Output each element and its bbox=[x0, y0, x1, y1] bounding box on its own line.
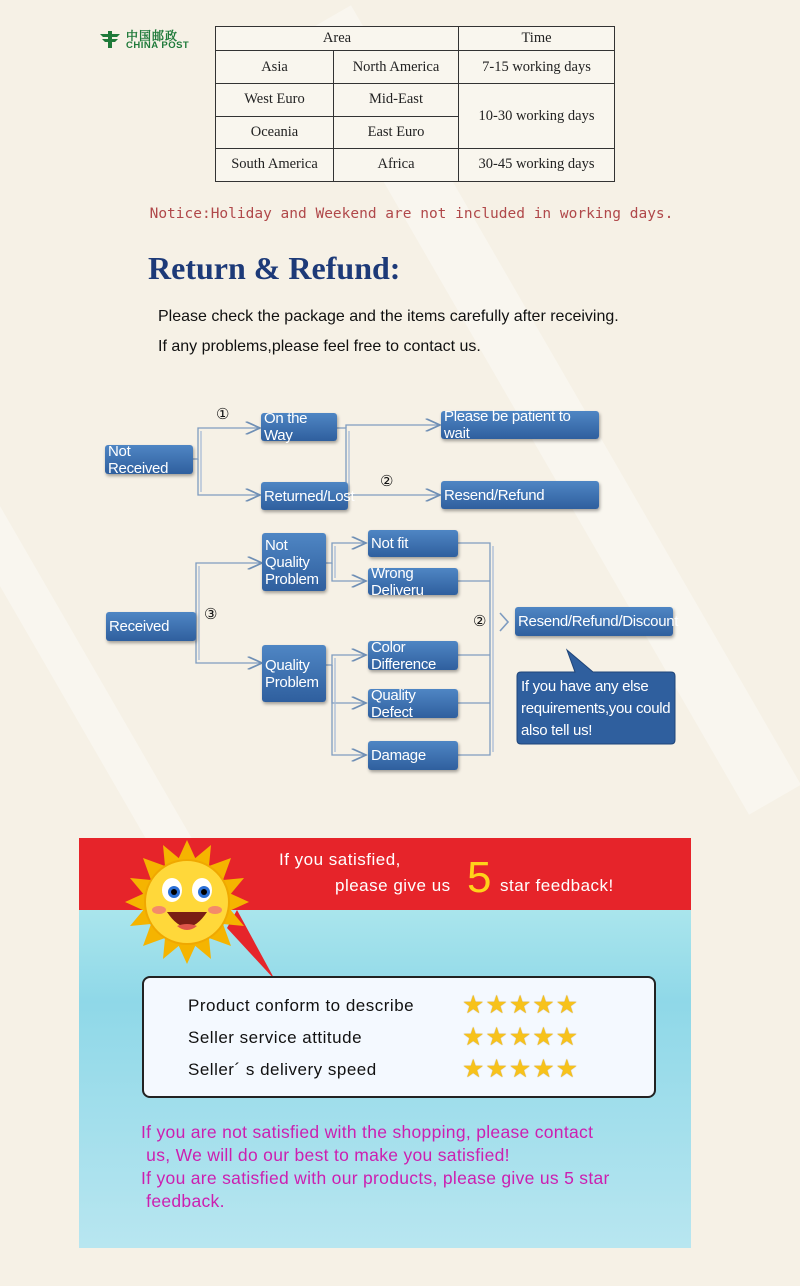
china-post-logo bbox=[98, 26, 208, 52]
feedback-message-3: If you are satisfied with our products, please give us 5 star bbox=[141, 1168, 610, 1188]
resend-refund-box: Resend/Refund bbox=[441, 481, 599, 509]
step-marker-3: ③ bbox=[204, 606, 218, 623]
table-cell: Asia bbox=[216, 51, 334, 84]
on-the-way-box: On the Way bbox=[261, 413, 337, 441]
rating-box bbox=[142, 976, 656, 1098]
rating-label: Seller´ s delivery speed bbox=[188, 1060, 377, 1079]
color-difference-box: Color Difference bbox=[368, 641, 458, 670]
step-marker-2b: ② bbox=[473, 613, 487, 630]
sun-mascot-icon bbox=[119, 838, 284, 986]
table-cell: Africa bbox=[334, 148, 459, 181]
table-cell: 7-15 working days bbox=[459, 51, 615, 84]
table-row bbox=[216, 51, 615, 84]
logo-english-text: CHINA POST bbox=[126, 40, 190, 51]
step-marker-2: ② bbox=[380, 473, 394, 490]
feedback-five: 5 bbox=[467, 853, 492, 902]
not-fit-box: Not fit bbox=[368, 530, 458, 557]
star-rating-icons: ★★★★★ bbox=[462, 1023, 580, 1051]
shipping-time-table bbox=[215, 26, 615, 182]
star-rating-icons: ★★★★★ bbox=[462, 991, 580, 1019]
please-wait-box: Please be patient to wait bbox=[441, 411, 599, 439]
step-marker-1: ① bbox=[216, 406, 230, 423]
damage-box: Damage bbox=[368, 741, 458, 770]
return-refund-line-1: Please check the package and the items carefully after receiving. bbox=[158, 308, 619, 325]
feedback-message-2: us, We will do our best to make you satisfied! bbox=[141, 1145, 510, 1165]
star-rating-icons: ★★★★★ bbox=[462, 1055, 580, 1083]
table-cell: East Euro bbox=[334, 116, 459, 148]
not-received-box: Not Received bbox=[105, 445, 193, 474]
table-cell: West Euro bbox=[216, 84, 334, 116]
rating-label: Product conform to describe bbox=[188, 996, 415, 1015]
quality-problem-box: Quality Problem bbox=[262, 645, 326, 702]
table-cell: 10-30 working days bbox=[459, 84, 615, 148]
return-refund-line-2: If any problems,please feel free to contact us. bbox=[158, 338, 481, 355]
table-cell: Mid-East bbox=[334, 84, 459, 116]
table-cell: North America bbox=[334, 51, 459, 84]
table-header-row bbox=[216, 27, 615, 51]
wrong-delivery-box: Wrong Deliveru bbox=[368, 568, 458, 595]
return-refund-title: Return & Refund: bbox=[148, 250, 401, 286]
logo-chinese-text: 中国邮政 bbox=[126, 29, 179, 43]
feedback-message-1: If you are not satisfied with the shopping, please contact bbox=[141, 1122, 594, 1142]
holiday-notice: Notice:Holiday and Weekend are not included in working days. bbox=[149, 206, 674, 222]
table-cell: Oceania bbox=[216, 116, 334, 148]
feedback-panel bbox=[79, 838, 691, 1248]
feedback-line-3: star feedback! bbox=[500, 876, 614, 895]
table-row bbox=[216, 84, 615, 116]
returned-lost-box: Returned/Lost bbox=[261, 482, 348, 510]
speech-bubble-text: If you have any else requirements,you could also tell us! bbox=[521, 678, 671, 739]
table-row bbox=[216, 148, 615, 181]
feedback-message-4: feedback. bbox=[141, 1191, 225, 1211]
table-cell: 30-45 working days bbox=[459, 148, 615, 181]
resend-refund-discount-box: Resend/Refund/Discount bbox=[515, 607, 673, 636]
table-cell: South America bbox=[216, 148, 334, 181]
not-quality-problem-box: Not Quality Problem bbox=[262, 533, 326, 591]
rating-label: Seller service attitude bbox=[188, 1028, 363, 1047]
header-time: Time bbox=[459, 27, 615, 51]
feedback-line-2: please give us bbox=[335, 876, 451, 895]
quality-defect-box: Quality Defect bbox=[368, 689, 458, 718]
feedback-line-1: If you satisfied, bbox=[279, 850, 401, 869]
header-area: Area bbox=[216, 27, 459, 51]
received-box: Received bbox=[106, 612, 196, 641]
china-post-logo-icon bbox=[98, 28, 122, 50]
